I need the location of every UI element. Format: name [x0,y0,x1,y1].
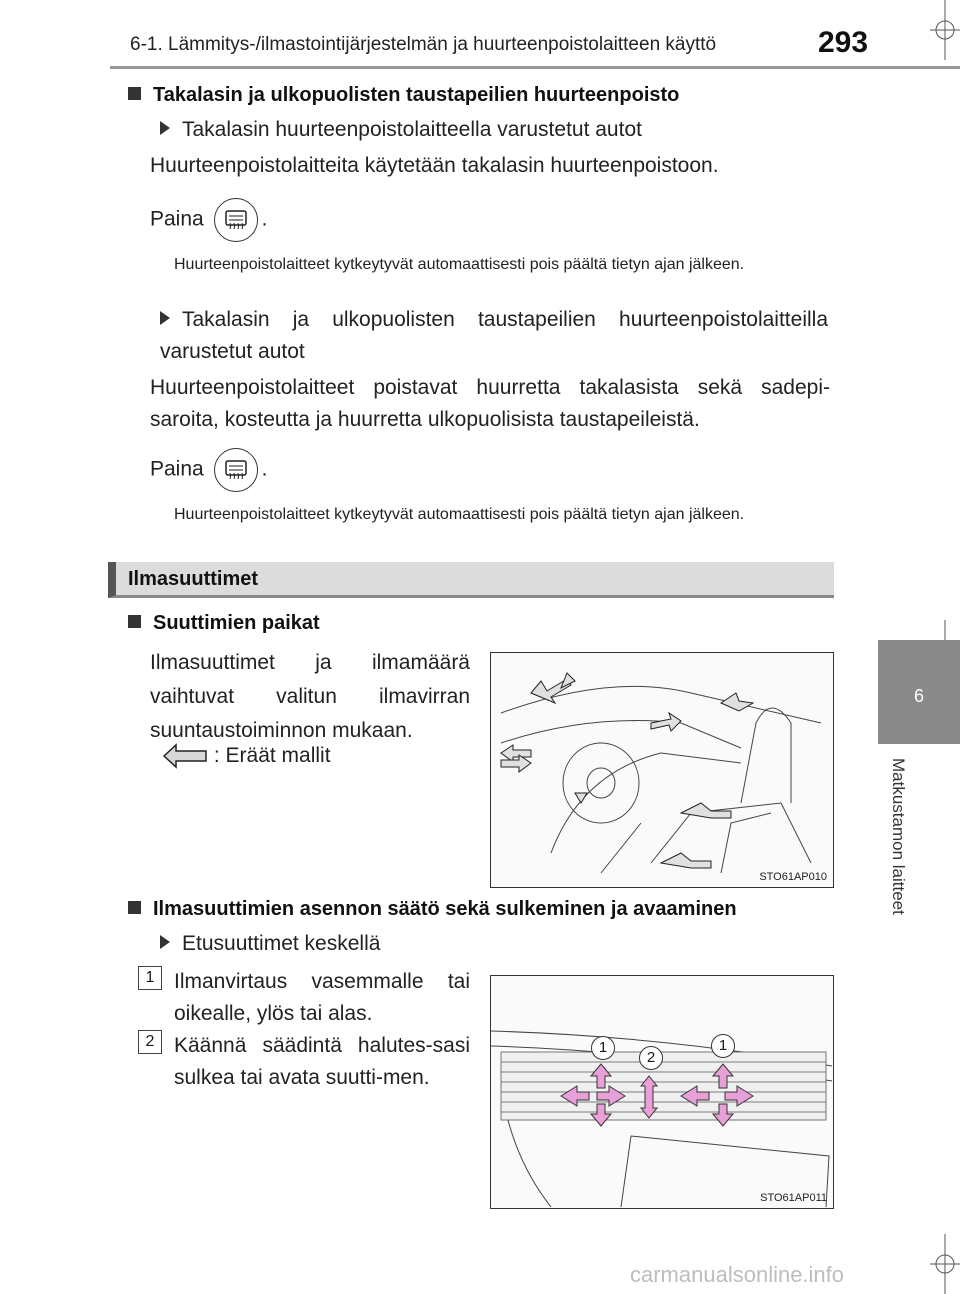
list-item-text: Ilmanvirtaus vasemmalle tai oikealle, ylös tai alas. [174,970,470,1025]
legend: : Eräät mallit [162,740,331,772]
paragraph: Huurteenpoistolaitteita käytetään takalasin huurteenpoistoon. [150,154,719,177]
square-bullet-icon [128,87,141,100]
section-heading: Takalasin ja ulkopuolisten taustapeilien huurteenpoisto [128,84,679,107]
callout-1: 1 [591,1036,615,1060]
chapter-tab-number: 6 [913,686,924,706]
item-number: 2 [138,1030,162,1054]
rear-defogger-mirror-icon [214,448,258,492]
list-item [138,966,162,990]
registration-mark-icon [930,1234,960,1294]
optional-vent-arrow-icon [162,743,208,769]
triangle-bullet-icon [160,311,170,325]
section-heading: Ilmasuuttimien asennon säätö sekä sulkeminen ja avaaminen [128,898,737,921]
watermark: carmanualsonline.info [630,1262,845,1287]
vent-locations-illustration [490,652,834,888]
figure-code: STO61AP011 [760,1192,827,1204]
note: Huurteenpoistolaitteet kytkeytyvät automaattisesti pois päältä tietyn ajan jälkeen. [174,506,745,523]
chapter-tab-label-text: Matkustamon laitteet [889,758,908,915]
chapter-tab-label [882,758,910,948]
center-vent-adjustment-illustration [490,975,834,1209]
list-item [138,1030,162,1054]
square-bullet-icon [128,901,141,914]
paragraph: Huurteenpoistolaitteet poistavat huurretta takalasista sekä sadepi-saroita, kosteutta ja huurretta ulkopuolisista taustapeileistä. [150,376,830,431]
subsection-title: Takalasin huurteenpoistolaitteella varustetut autot [160,114,642,146]
note: Huurteenpoistolaitteet kytkeytyvät automaattisesti pois päältä tietyn ajan jälkeen. [174,256,745,273]
page-number: 293 [818,26,869,59]
callout-2: 2 [639,1046,663,1070]
section-heading: Suuttimien paikat [128,612,320,635]
callout-1: 1 [711,1034,735,1058]
rear-defogger-icon [214,198,258,242]
press-instruction: Paina . [150,198,267,242]
figure-code: STO61AP010 [759,871,827,883]
press-instruction: Paina . [150,448,267,492]
square-bullet-icon [128,615,141,628]
subsection-title: Etusuuttimet keskellä [160,928,380,960]
paragraph: Ilmasuuttimet ja ilmamäärä vaihtuvat valitun ilmavirran suuntaustoiminnon mukaan. [150,651,470,742]
chapter-header: 6-1. Lämmitys-/ilmastointijärjestelmän ja huurteenpoistolaitteen käyttö [130,34,717,55]
section-bar: Ilmasuuttimet [108,562,834,598]
list-item-text: Käännä säädintä halutes-sasi sulkea tai avata suutti-men. [174,1034,470,1089]
triangle-bullet-icon [160,121,170,135]
triangle-bullet-icon [160,935,170,949]
subsection-title: Takalasin ja ulkopuolisten taustapeilien huurteenpoistolaitteilla varustetut autot [160,308,828,363]
header-divider [110,66,960,69]
registration-mark-icon [930,0,960,60]
item-number: 1 [138,966,162,990]
